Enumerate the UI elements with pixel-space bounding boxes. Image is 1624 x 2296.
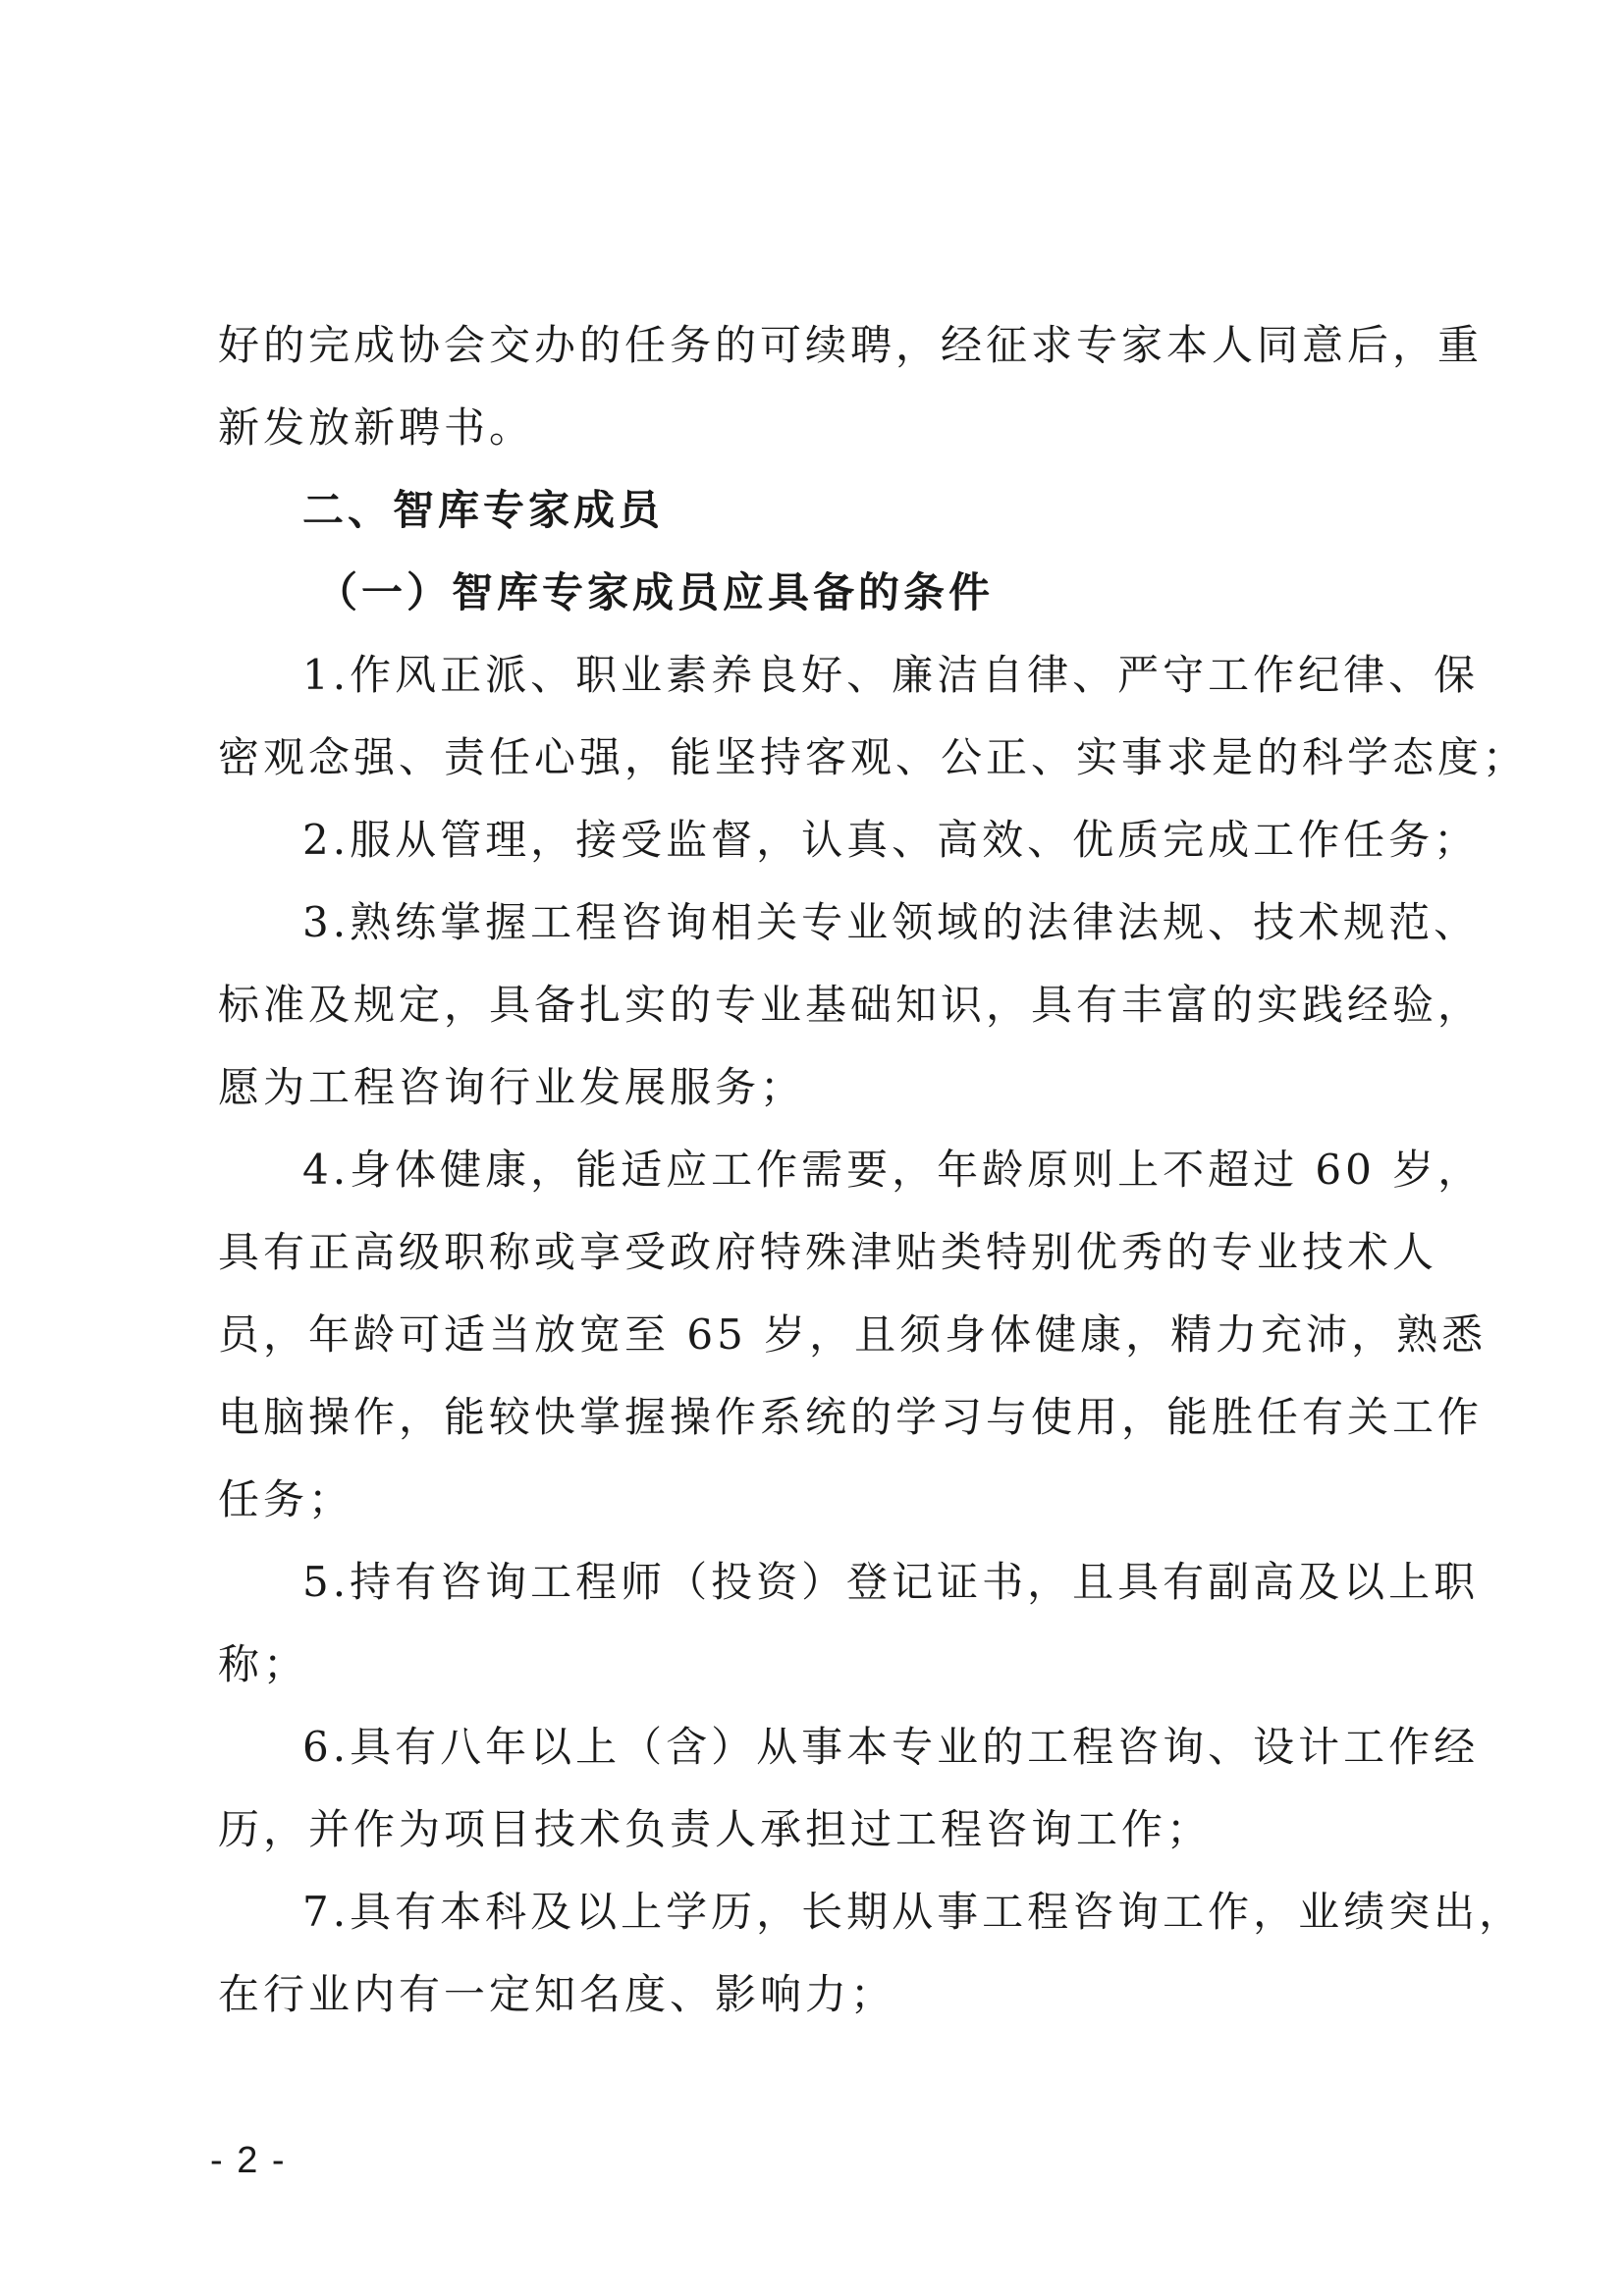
list-item-3-line: 3.熟练掌握工程咨询相关专业领域的法律法规、技术规范、 — [302, 898, 1480, 946]
section-heading: 二、智库专家成员 — [302, 486, 665, 534]
list-item-3-line: 愿为工程咨询行业发展服务； — [218, 1063, 806, 1111]
paragraph-line: 好的完成协会交办的任务的可续聘，经征求专家本人同意后，重 — [218, 321, 1484, 369]
list-item-7-line: 在行业内有一定知名度、影响力； — [218, 1970, 896, 2018]
list-item-2-line: 2.服从管理，接受监督，认真、高效、优质完成工作任务； — [302, 816, 1480, 864]
list-item-5-line: 称； — [218, 1640, 309, 1688]
list-item-4-line: 电脑操作，能较快掌握操作系统的学习与使用，能胜任有关工作 — [218, 1393, 1484, 1441]
list-item-4-line: 任务； — [218, 1475, 354, 1523]
list-item-5-line: 5.持有咨询工程师（投资）登记证书，且具有副高及以上职 — [302, 1558, 1480, 1606]
page-number: - 2 - — [210, 2140, 287, 2181]
list-item-6-line: 6.具有八年以上（含）从事本专业的工程咨询、设计工作经 — [302, 1723, 1480, 1771]
list-item-4-line: 具有正高级职称或享受政府特殊津贴类特别优秀的专业技术人 — [218, 1228, 1438, 1276]
paragraph-line: 新发放新聘书。 — [218, 403, 535, 452]
list-item-6-line: 历，并作为项目技术负责人承担过工程咨询工作； — [218, 1805, 1213, 1853]
subsection-heading: （一）智库专家成员应具备的条件 — [316, 568, 995, 616]
list-item-1-line: 密观念强、责任心强，能坚持客观、公正、实事求是的科学态度； — [218, 733, 1529, 781]
list-item-3-line: 标准及规定，具备扎实的专业基础知识，具有丰富的实践经验， — [218, 981, 1484, 1029]
list-item-7-line: 7.具有本科及以上学历，长期从事工程咨询工作，业绩突出， — [302, 1888, 1525, 1936]
list-item-4-line: 4.身体健康，能适应工作需要，年龄原则上不超过 60 岁， — [302, 1146, 1484, 1194]
list-item-4-line: 员，年龄可适当放宽至 65 岁，且须身体健康，精力充沛，熟悉 — [218, 1310, 1488, 1359]
list-item-1-line: 1.作风正派、职业素养良好、廉洁自律、严守工作纪律、保 — [302, 651, 1480, 699]
document-body — [218, 304, 1529, 2036]
